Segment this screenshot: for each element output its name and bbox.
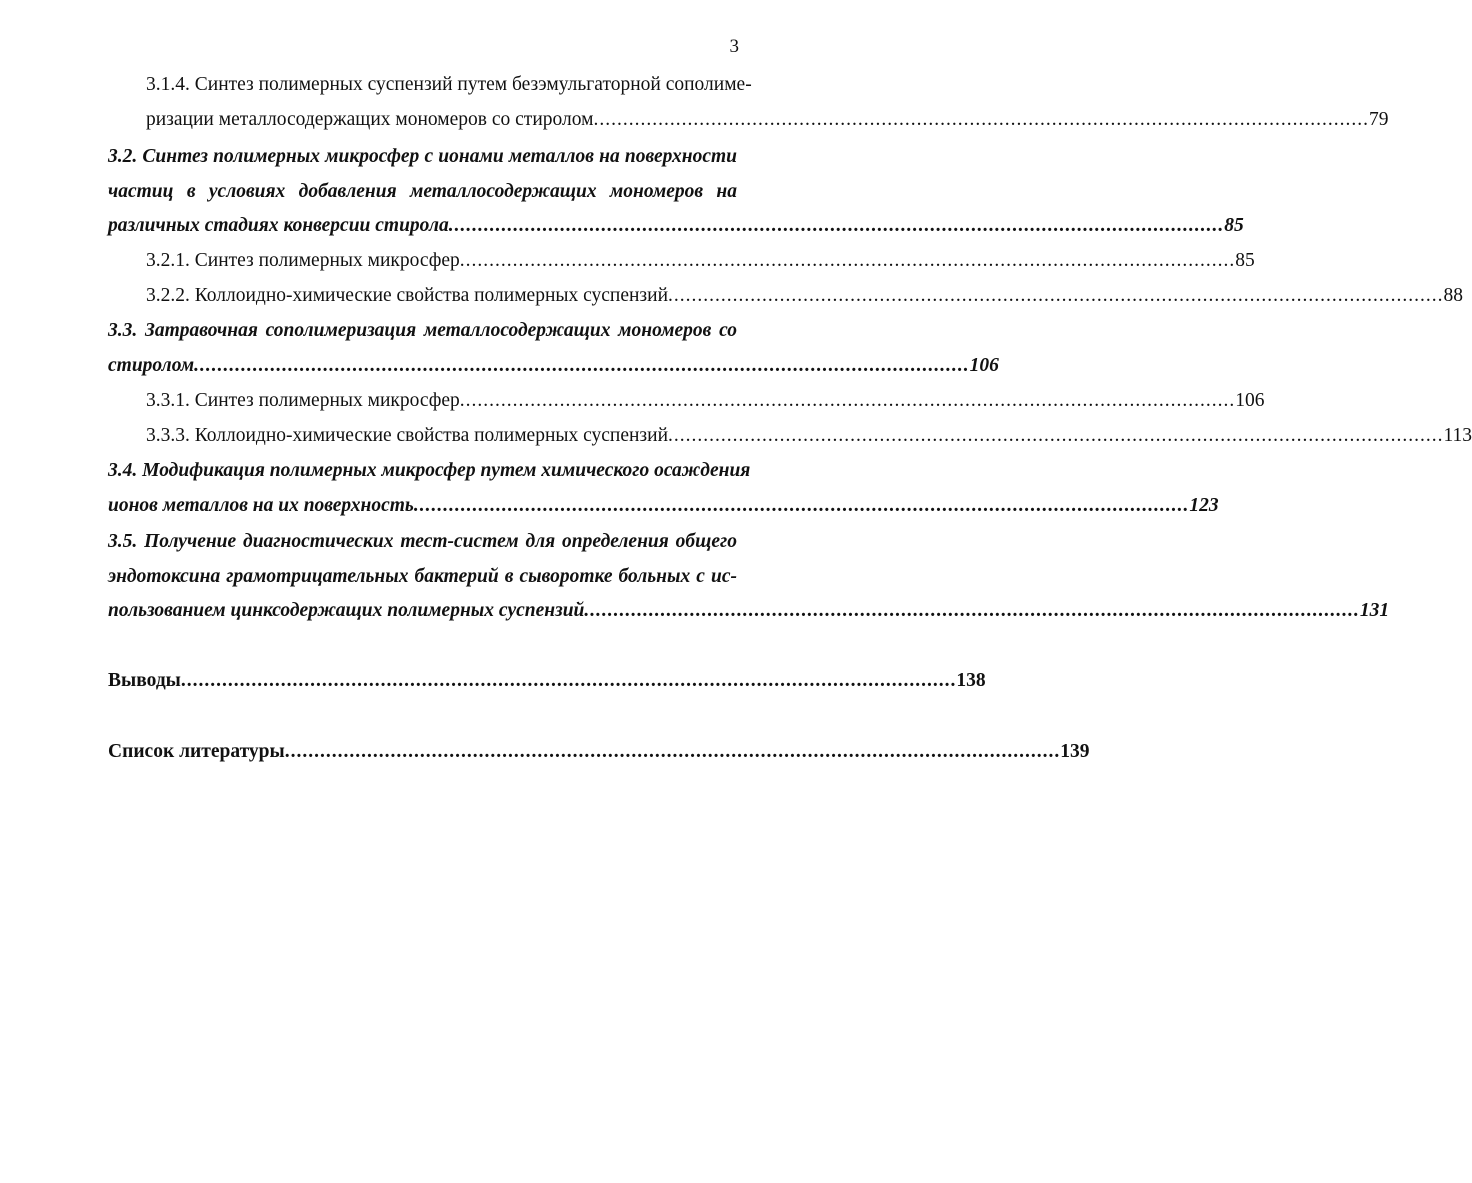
- toc-page-number: 88: [1443, 285, 1464, 306]
- toc-entry-title: стиролом: [108, 355, 195, 376]
- toc-entry-conclusions: [108, 669, 986, 693]
- toc-entry-3-3-line1: 3.3. Затравочная сополимеризация металлосодержащих мономеров со: [108, 320, 737, 341]
- toc-entry-title: ризации металлосодержащих мономеров со стиролом: [146, 109, 594, 130]
- toc-page-number: 138: [956, 670, 986, 691]
- toc-entry-title: 3.2.2. Коллоидно-химические свойства полимерных суспензий: [146, 285, 669, 306]
- dot-leader: ....................................................................................................................................: [668, 285, 1444, 306]
- dot-leader: ....................................................................................................................................: [413, 495, 1190, 516]
- toc-entry-3-2-line2: частиц в условиях добавления металлосодержащих мономеров на: [108, 181, 737, 202]
- toc-entry-3-5-line1: 3.5. Получение диагностических тест-систем для определения общего: [108, 531, 737, 552]
- toc-entry-3-2-line3: [108, 214, 1244, 238]
- toc-entry-3-2-line1: 3.2. Синтез полимерных микросфер с ионами металлов на поверхности: [108, 146, 737, 167]
- toc-page-number: 113: [1443, 425, 1472, 446]
- toc-page-number: 139: [1060, 741, 1090, 762]
- toc-entry-3-1-4-line1: 3.1.4. Синтез полимерных суспензий путем безэмульгаторной сополиме-: [146, 74, 752, 95]
- toc-page-number: 106: [1235, 390, 1265, 411]
- dot-leader: ....................................................................................................................................: [448, 215, 1225, 236]
- toc-entry-3-5-line3: [108, 599, 1390, 623]
- toc-entry-3-3-1: [146, 389, 1265, 413]
- toc-entry-title: пользованием цинксодержащих полимерных суспензий: [108, 600, 585, 621]
- dot-leader: ....................................................................................................................................: [668, 425, 1444, 446]
- toc-entry-3-4-line2: [108, 494, 1219, 518]
- dot-leader: ....................................................................................................................................: [194, 355, 970, 376]
- toc-entry-title: Выводы: [108, 670, 181, 691]
- dot-leader: ....................................................................................................................................: [593, 109, 1369, 130]
- toc-entry-3-3-3: [146, 424, 1472, 448]
- page-number: 3: [729, 36, 739, 57]
- toc-page-number: 85: [1235, 250, 1255, 271]
- dot-leader: ....................................................................................................................................: [180, 670, 957, 691]
- toc-entry-3-4-line1: 3.4. Модификация полимерных микросфер путем химического осаждения: [108, 460, 751, 481]
- toc-entry-title: ионов металлов на их поверхность: [108, 495, 414, 516]
- toc-page-number: 85: [1224, 215, 1244, 236]
- toc-page-number: 106: [969, 355, 999, 376]
- toc-entry-3-1-4-line2: [146, 108, 1389, 132]
- toc-entry-title: различных стадиях конверсии стирола: [108, 215, 449, 236]
- toc-entry-3-5-line2: эндотоксина грамотрицательных бактерий в сыворотке больных с ис-: [108, 566, 737, 587]
- toc-entry-title: 3.3.3. Коллоидно-химические свойства полимерных суспензий: [146, 425, 669, 446]
- dot-leader: ....................................................................................................................................: [284, 741, 1061, 762]
- toc-page-number: 79: [1368, 109, 1389, 130]
- toc-entry-3-2-1: [146, 249, 1255, 273]
- toc-entry-3-2-2: [146, 284, 1464, 308]
- toc-entry-title: 3.2.1. Синтез полимерных микросфер: [146, 250, 460, 271]
- dot-leader: ....................................................................................................................................: [584, 600, 1360, 621]
- toc-page-number: 123: [1189, 495, 1219, 516]
- toc-entry-3-3-line2: [108, 354, 999, 378]
- toc-entry-title: Список литературы: [108, 741, 285, 762]
- toc-entry-title: 3.3.1. Синтез полимерных микросфер: [146, 390, 460, 411]
- toc-page-number: 131: [1359, 600, 1390, 621]
- dot-leader: ....................................................................................................................................: [459, 250, 1236, 271]
- dot-leader: ....................................................................................................................................: [459, 390, 1236, 411]
- toc-entry-references: [108, 740, 1090, 764]
